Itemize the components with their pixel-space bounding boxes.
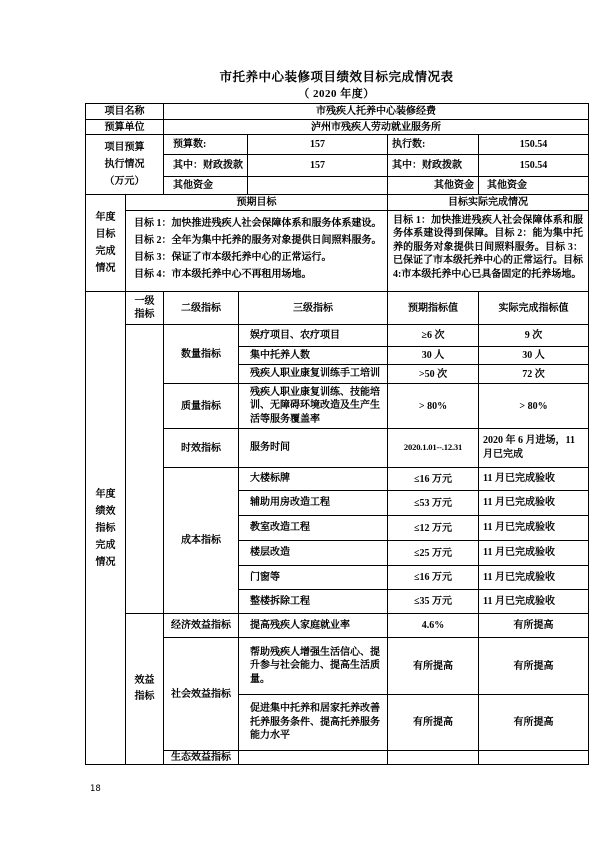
level2-header: 二级指标	[164, 292, 239, 325]
indicator-actual: 30 人	[479, 347, 589, 365]
indicator-expected: 有所提高	[388, 638, 479, 695]
indicator-expected: 2020.1.01--.12.31	[388, 429, 479, 468]
level2-economic: 经济效益指标	[164, 614, 239, 638]
indicator-name: 促进集中托养和居家托养改善托养服务条件、提高托养服务能力水平	[239, 695, 388, 751]
other-funds-label-left: 其他资金	[164, 177, 248, 195]
indicator-actual: 11 月已完成验收	[479, 468, 589, 491]
page-number: 18	[90, 784, 101, 794]
indicator-name-empty	[239, 751, 388, 765]
level2-quantity: 数量指标	[164, 325, 239, 384]
indicator-actual-empty	[479, 751, 589, 765]
annual-goals-label-line: 情况	[95, 263, 116, 274]
indicator-name: 帮助残疾人增强生活信心、提升参与社会能力、提高生活质量。	[239, 638, 388, 695]
fiscal-value-left: 157	[248, 155, 388, 177]
indicator-actual: 2020 年 6 月进场，11 月已完成	[479, 429, 589, 468]
indicators-label-line: 完成	[95, 539, 116, 551]
other-funds-value-right: 其他资金	[479, 177, 589, 195]
indicator-expected: ≤53 万元	[388, 491, 479, 516]
expected-goal-line: 目标 4：市本级托养中心不再租用场地。	[134, 269, 312, 280]
indicator-name: 辅助用房改造工程	[239, 491, 388, 516]
level1-benefit-line: 效益指标	[134, 675, 155, 702]
expected-goals-header: 预期目标	[126, 195, 388, 211]
indicator-actual: 9 次	[479, 325, 589, 347]
annual-goals-label-line: 完成	[95, 246, 116, 257]
indicator-name: 残疾人职业康复训练、技能培训、无障碍环境改造及生产生活等服务覆盖率	[239, 384, 388, 429]
actual-goals-cell: 目标 1：加快推进残疾人社会保障体系和服务体系建设得到保障。目标 2：能为集中托养的服务对象提供日间照料服务。目标 3：已保证了市本级托养中心的正常运行。目标 4:市本级托养中心已具备固定的托养场地。	[388, 211, 589, 292]
indicator-actual: 有所提高	[479, 638, 589, 695]
indicator-expected: ≤25 万元	[388, 541, 479, 566]
budget-unit-label: 预算单位	[86, 120, 164, 135]
fiscal-label-right: 其中：财政拨款	[388, 155, 479, 177]
indicator-expected: ≤16 万元	[388, 468, 479, 491]
indicators-section-label	[86, 292, 126, 765]
indicator-actual: 11 月已完成验收	[479, 590, 589, 614]
indicators-label-line: 绩效	[95, 505, 116, 517]
indicators-label-line: 指标	[95, 522, 116, 534]
level1-header	[126, 292, 164, 325]
actual-goals-header: 目标实际完成情况	[388, 195, 589, 211]
fiscal-label-left: 其中：财政拨款	[164, 155, 248, 177]
indicators-label-line: 年度	[95, 488, 116, 500]
level1-header-line: 一级	[134, 296, 155, 307]
expected-value-header: 预期指标值	[388, 292, 479, 325]
indicator-expected: > 80%	[388, 384, 479, 429]
performance-table	[85, 103, 589, 765]
indicator-expected: 有所提高	[388, 695, 479, 751]
annual-goals-label-line: 目标	[95, 229, 116, 240]
indicator-actual: 11 月已完成验收	[479, 541, 589, 566]
indicator-expected-empty	[388, 751, 479, 765]
project-name-label: 项目名称	[86, 104, 164, 120]
level2-quality: 质量指标	[164, 384, 239, 429]
indicators-label-line: 情况	[95, 556, 116, 568]
indicator-name: 大楼标牌	[239, 468, 388, 491]
indicator-name: 服务时间	[239, 429, 388, 468]
indicator-expected: 30 人	[388, 347, 479, 365]
level2-cost: 成本指标	[164, 468, 239, 614]
expected-goal-line: 目标 2：全年为集中托养的服务对象提供日间照料服务。	[134, 235, 382, 246]
indicator-actual: > 80%	[479, 384, 589, 429]
budget-section-label-line: （万元）	[104, 176, 145, 187]
annual-goals-label-line: 年度	[95, 212, 116, 223]
level2-timeliness: 时效指标	[164, 429, 239, 468]
level1-empty-cell	[126, 325, 164, 614]
indicator-name: 楼层改造	[239, 541, 388, 566]
page-subtitle: （ 2020 年度）	[298, 88, 375, 100]
indicator-actual: 11 月已完成验收	[479, 566, 589, 590]
indicator-name: 门窗等	[239, 566, 388, 590]
budget-count-label: 预算数:	[164, 135, 248, 155]
other-funds-value-left-empty	[248, 177, 388, 195]
indicator-name: 整楼拆除工程	[239, 590, 388, 614]
indicator-expected: ≤16 万元	[388, 566, 479, 590]
level2-ecological: 生态效益指标	[164, 751, 239, 765]
level1-header-line: 指标	[134, 309, 155, 320]
indicator-actual: 有所提高	[479, 614, 589, 638]
project-name-value: 市残疾人托养中心装修经费	[164, 104, 589, 120]
indicator-expected: ≤35 万元	[388, 590, 479, 614]
indicator-expected: ≥6 次	[388, 325, 479, 347]
exec-count-value: 150.54	[479, 135, 589, 155]
indicator-expected: 4.6%	[388, 614, 479, 638]
indicator-name: 残疾人职业康复训练手工培训	[239, 365, 388, 384]
indicator-name: 集中托养人数	[239, 347, 388, 365]
exec-count-label: 执行数:	[388, 135, 479, 155]
indicator-name: 提高残疾人家庭就业率	[239, 614, 388, 638]
level2-social: 社会效益指标	[164, 638, 239, 751]
indicator-actual: 11 月已完成验收	[479, 491, 589, 516]
budget-unit-value: 泸州市残疾人劳动就业服务所	[164, 120, 589, 135]
indicator-expected: >50 次	[388, 365, 479, 384]
indicator-actual: 11 月已完成验收	[479, 516, 589, 541]
budget-section-label-line: 执行情况	[104, 159, 145, 170]
indicator-actual: 有所提高	[479, 695, 589, 751]
page-title: 市托养中心装修项目绩效目标完成情况表	[219, 70, 454, 84]
indicator-expected: ≤12 万元	[388, 516, 479, 541]
indicator-actual: 72 次	[479, 365, 589, 384]
budget-count-value: 157	[248, 135, 388, 155]
actual-value-header: 实际完成指标值	[479, 292, 589, 325]
expected-goals-cell	[126, 211, 388, 292]
annual-goals-section-label	[86, 195, 126, 292]
level3-header: 三级指标	[239, 292, 388, 325]
indicator-name: 教室改造工程	[239, 516, 388, 541]
budget-section-label	[86, 135, 164, 195]
expected-goal-line: 目标 3：保证了市本级托养中心的正常运行。	[134, 252, 332, 263]
budget-section-label-line: 项目预算	[104, 142, 145, 153]
level1-benefit	[126, 614, 164, 765]
indicator-name: 娱疗项目、农疗项目	[239, 325, 388, 347]
expected-goal-line: 目标 1：加快推进残疾人社会保障体系和服务体系建设。	[134, 218, 382, 229]
fiscal-value-right: 150.54	[479, 155, 589, 177]
other-funds-label-right: 其他资金	[388, 177, 479, 195]
